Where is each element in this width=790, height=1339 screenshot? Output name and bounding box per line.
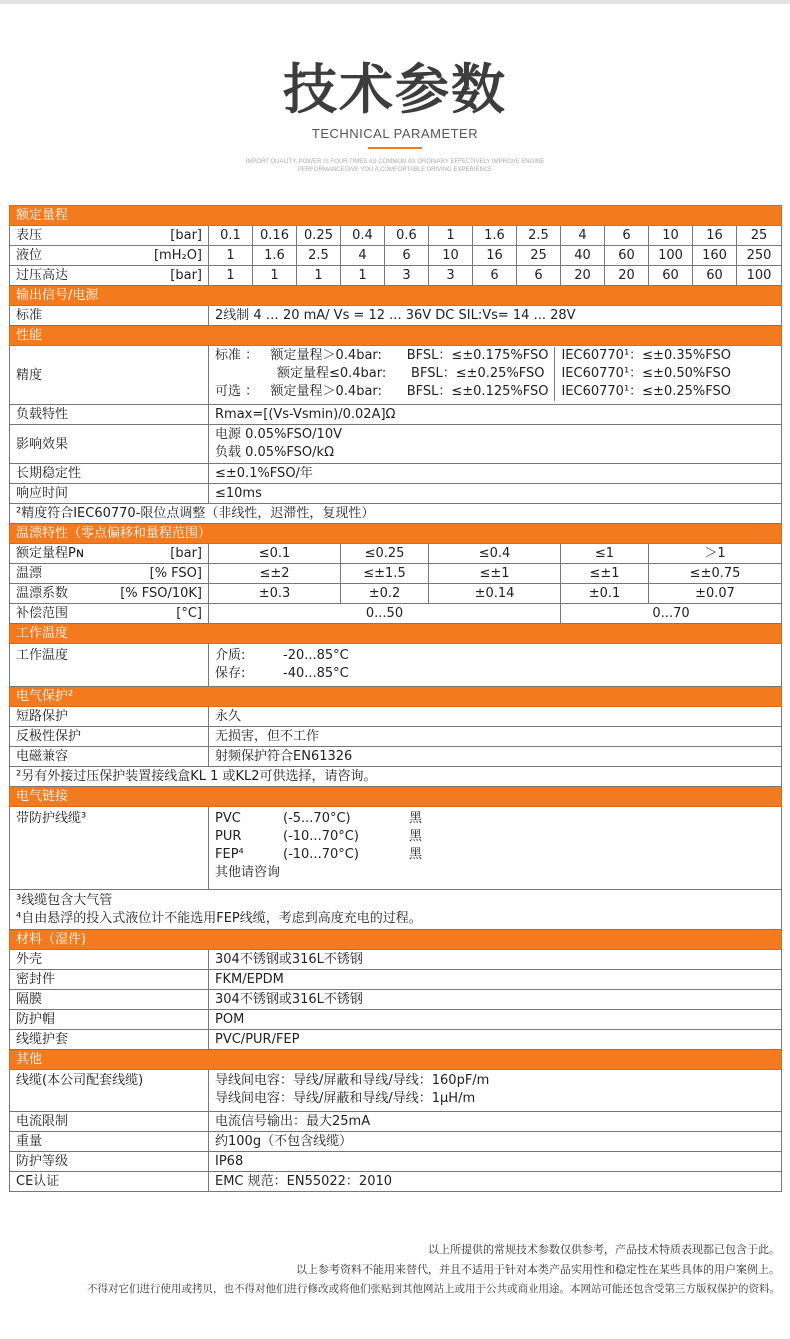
connection-note: ³线缆包含大气管: [16, 893, 113, 908]
other-row: [10, 1172, 782, 1192]
accuracy-value: [209, 346, 782, 405]
temp-value: -40...85°C: [283, 666, 349, 681]
section-elec-connection-title: 电气链接: [10, 787, 782, 807]
other-label: CE认证: [10, 1172, 209, 1192]
accuracy-label: 精度: [10, 346, 209, 405]
other-value: 电流信号输出：最大25mA: [209, 1112, 782, 1132]
material-value: POM: [209, 1010, 782, 1030]
accuracy-iec-line: IEC60770¹：≤±0.35%FSO: [561, 348, 731, 363]
range-row-label: [10, 266, 209, 286]
drift-row-label: [10, 564, 209, 584]
protection-row: [10, 747, 782, 767]
drift-cell: ±0.1: [561, 584, 649, 604]
material-label: 线缆护套: [10, 1030, 209, 1050]
section-materials-title: 材料（湿件): [10, 930, 782, 950]
section-elec-protection-title: 电气保护²: [10, 687, 782, 707]
response-row: [10, 484, 782, 504]
material-row: [10, 950, 782, 970]
drift-cell: ±0.14: [429, 584, 561, 604]
range-value-cell: 160: [693, 246, 737, 266]
section-other-title: 其他: [10, 1050, 782, 1070]
range-row: [10, 226, 782, 246]
stability-label: 长期稳定性: [10, 464, 209, 484]
range-value-cell: 1: [209, 266, 253, 286]
drift-row: [10, 584, 782, 604]
cable-color: 黑: [409, 811, 423, 826]
range-value-cell: 100: [649, 246, 693, 266]
cable-color: 黑: [409, 847, 423, 862]
range-value-cell: 1: [341, 266, 385, 286]
footer-line-3: 不得对它们进行使用或拷贝，也不得对他们进行修改或将他们张贴到其他网站上或用于公共或商业用途。本网站可能还包含受第三方版权保护的资料。: [87, 1283, 780, 1295]
tagline-line-2: PERFORMANCEGIVE YOU A COMFORTABLE DRIVING EXPERIENCE: [297, 167, 493, 173]
range-value-cell: 6: [473, 266, 517, 286]
range-row: [10, 246, 782, 266]
range-row-label: [10, 226, 209, 246]
accuracy-iec-line: IEC60770¹：≤±0.25%FSO: [561, 384, 731, 399]
range-value-cell: 0.25: [297, 226, 341, 246]
protection-label: 电磁兼容: [10, 747, 209, 767]
drift-cell: ±0.3: [209, 584, 341, 604]
cable-spec-label: 线缆(本公司配套线缆): [10, 1070, 209, 1112]
load-row: [10, 405, 782, 425]
other-row: [10, 1152, 782, 1172]
drift-row-label: [10, 544, 209, 564]
cable-label: 带防护线缆³: [10, 807, 209, 890]
top-bar: [0, 0, 790, 4]
protection-label: 反极性保护: [10, 727, 209, 747]
range-value-cell: 1: [209, 246, 253, 266]
output-label: 标准: [10, 306, 209, 326]
cable-color: 黑: [409, 829, 423, 844]
comp-label: [10, 604, 209, 624]
section-range-title: 额定量程: [10, 206, 782, 226]
material-label: 隔膜: [10, 990, 209, 1010]
cable-type: PUR: [215, 829, 242, 844]
cable-spec-line: 导线间电容：导线/屏蔽和导线/导线：1μH/m: [215, 1091, 476, 1106]
section-materials: [10, 930, 782, 950]
comp-row: [10, 604, 782, 624]
protection-row: [10, 727, 782, 747]
connection-note: ⁴自由悬浮的投入式液位计不能选用FEP线缆，考虑到高度充电的过程。: [16, 911, 422, 926]
section-output: [10, 286, 782, 306]
range-value-cell: 1.6: [253, 246, 297, 266]
cable-type: PVC: [215, 811, 241, 826]
cable-spec-value: [209, 1070, 782, 1112]
row-unit: [mH₂O]: [153, 248, 202, 263]
spec-table: [9, 205, 782, 1192]
range-value-cell: 25: [737, 226, 782, 246]
other-value: IP68: [209, 1152, 782, 1172]
page-title: 技术参数: [283, 58, 507, 121]
other-value: 约100g（不包含线缆）: [209, 1132, 782, 1152]
row-label: 表压: [16, 228, 43, 243]
row-unit: [bar]: [170, 546, 202, 561]
cable-spec-row: [10, 1070, 782, 1112]
accuracy-right: [554, 347, 731, 401]
range-value-cell: 40: [561, 246, 605, 266]
range-value-cell: 1: [429, 226, 473, 246]
range-value-cell: 4: [561, 226, 605, 246]
section-other: [10, 1050, 782, 1070]
section-elec-protection: [10, 687, 782, 707]
other-label: 重量: [10, 1132, 209, 1152]
work-temp-value: [209, 644, 782, 687]
drift-cell: ≤±0.75: [649, 564, 782, 584]
accuracy-row: [10, 346, 782, 405]
other-label: 电流限制: [10, 1112, 209, 1132]
cable-line: [215, 810, 775, 828]
range-value-cell: 1: [253, 266, 297, 286]
accuracy-line: 额定量程≤0.4bar: BFSL：≤±0.25%FSO: [215, 366, 545, 381]
range-value-cell: 60: [605, 246, 649, 266]
performance-note: ²精度符合IEC60770-限位点调整（非线性，迟滞性，复现性）: [10, 504, 782, 524]
range-value-cell: 0.1: [209, 226, 253, 246]
section-elec-connection: [10, 787, 782, 807]
stability-value: ≤±0.1%FSO/年: [209, 464, 782, 484]
connection-notes: [10, 890, 782, 930]
material-value: PVC/PUR/FEP: [209, 1030, 782, 1050]
protection-value: 无损害，但不工作: [209, 727, 782, 747]
drift-cell: ≤±1.5: [341, 564, 429, 584]
range-value-cell: 6: [385, 246, 429, 266]
drift-cell: ≤1: [561, 544, 649, 564]
tagline-line-1: IMPORT QUALITY, POWER IS FOUR TIMES AS COMMON AS ORDINARY EFFECTIVELY IMPROVE ENGINE: [245, 159, 545, 165]
tagline: [0, 158, 790, 174]
output-row: [10, 306, 782, 326]
material-row: [10, 1030, 782, 1050]
cable-range: (-5...70°C): [283, 811, 351, 826]
accuracy-iec-line: IEC60770¹：≤±0.50%FSO: [561, 366, 731, 381]
range-value-cell: 0.6: [385, 226, 429, 246]
cable-other: 其他请咨询: [215, 865, 281, 880]
range-value-cell: 0.16: [253, 226, 297, 246]
drift-cell: ≤0.4: [429, 544, 561, 564]
work-temp-line: [215, 665, 775, 683]
section-performance: [10, 326, 782, 346]
protection-note: ²另有外接过压保护装置接线盒KL 1 或KL2可供选择，请咨询。: [10, 767, 782, 787]
drift-cell: ≤0.1: [209, 544, 341, 564]
cable-range: (-10...70°C): [283, 847, 359, 862]
drift-cell: ≤±1: [429, 564, 561, 584]
range-value-cell: 20: [605, 266, 649, 286]
accuracy-left: [215, 347, 548, 401]
range-value-cell: 6: [517, 266, 561, 286]
range-value-cell: 20: [561, 266, 605, 286]
other-row: [10, 1112, 782, 1132]
protection-value: 射频保护符合EN61326: [209, 747, 782, 767]
cable-type: FEP⁴: [215, 847, 244, 862]
range-value-cell: 16: [473, 246, 517, 266]
range-value-cell: 60: [693, 266, 737, 286]
drift-cell: ≤±1: [561, 564, 649, 584]
other-value: EMC 规范：EN55022：2010: [209, 1172, 782, 1192]
protection-value: 永久: [209, 707, 782, 727]
row-unit: [°C]: [176, 606, 202, 621]
range-row: [10, 266, 782, 286]
row-unit: [% FSO]: [149, 566, 202, 581]
range-value-cell: 6: [605, 226, 649, 246]
influence-value: [209, 425, 782, 464]
section-work-temp-title: 工作温度: [10, 624, 782, 644]
range-value-cell: 10: [429, 246, 473, 266]
work-temp-label: 工作温度: [10, 644, 209, 687]
cable-range: (-10...70°C): [283, 829, 359, 844]
accuracy-line: 可选 ： 额定量程＞0.4bar: BFSL：≤±0.125%FSO: [215, 384, 549, 399]
section-range: [10, 206, 782, 226]
range-value-cell: 1: [297, 266, 341, 286]
range-value-cell: 2.5: [297, 246, 341, 266]
range-value-cell: 250: [737, 246, 782, 266]
connection-note-row: [10, 890, 782, 930]
cable-value: [209, 807, 782, 890]
drift-cell: ±0.2: [341, 584, 429, 604]
footer-line-1: 以上所提供的常规技术参数仅供参考，产品技术特质表现都已包含于此。: [428, 1243, 780, 1256]
work-temp-line: [215, 647, 775, 665]
page-subtitle: TECHNICAL PARAMETER: [311, 126, 479, 141]
protection-note-row: [10, 767, 782, 787]
comp-cell: 0...70: [561, 604, 782, 624]
temp-value: -20...85°C: [283, 648, 349, 663]
influence-label: 影响效果: [10, 425, 209, 464]
other-label: 防护等级: [10, 1152, 209, 1172]
footer-line-2: 以上参考资料不能用来替代，并且不适用于针对本类产品实用性和稳定性在某些具体的用户案例上。: [296, 1263, 780, 1276]
material-label: 外壳: [10, 950, 209, 970]
drift-row: [10, 564, 782, 584]
material-value: 304不锈钢或316L不锈钢: [209, 950, 782, 970]
row-label: 额定量程Pɴ: [16, 546, 85, 561]
range-row-label: [10, 246, 209, 266]
range-value-cell: 3: [429, 266, 473, 286]
drift-cell: ≤±2: [209, 564, 341, 584]
drift-cell: ±0.07: [649, 584, 782, 604]
cable-row: [10, 807, 782, 890]
range-value-cell: 16: [693, 226, 737, 246]
row-label: 补偿范围: [16, 606, 69, 621]
range-value-cell: 100: [737, 266, 782, 286]
section-work-temp: [10, 624, 782, 644]
range-value-cell: 10: [649, 226, 693, 246]
temp-key: 保存:: [215, 666, 246, 681]
range-value-cell: 25: [517, 246, 561, 266]
accuracy-line: 标准 ： 额定量程＞0.4bar: BFSL：≤±0.175%FSO: [215, 348, 549, 363]
row-label: 温漂系数: [16, 586, 69, 601]
drift-cell: ＞1: [649, 544, 782, 564]
response-label: 响应时间: [10, 484, 209, 504]
range-value-cell: 1.6: [473, 226, 517, 246]
material-label: 防护帽: [10, 1010, 209, 1030]
row-label: 液位: [16, 248, 43, 263]
influence-line: 负载 0.05%FSO/kΩ: [215, 445, 335, 460]
section-drift: [10, 524, 782, 544]
range-value-cell: 60: [649, 266, 693, 286]
row-unit: [% FSO/10K]: [120, 586, 202, 601]
material-label: 密封件: [10, 970, 209, 990]
range-value-cell: 2.5: [517, 226, 561, 246]
protection-row: [10, 707, 782, 727]
temp-key: 介质:: [215, 648, 246, 663]
response-value: ≤10ms: [209, 484, 782, 504]
performance-note-row: [10, 504, 782, 524]
protection-label: 短路保护: [10, 707, 209, 727]
stability-row: [10, 464, 782, 484]
section-output-title: 输出信号/电源: [10, 286, 782, 306]
material-value: 304不锈钢或316L不锈钢: [209, 990, 782, 1010]
load-value: Rmax=[(Vs-Vsmin)/0.02A]Ω: [209, 405, 782, 425]
row-label: 温漂: [16, 566, 43, 581]
cable-line: [215, 828, 775, 846]
drift-row: [10, 544, 782, 564]
other-row: [10, 1132, 782, 1152]
cable-spec-line: 导线间电容：导线/屏蔽和导线/导线：160pF/m: [215, 1073, 490, 1088]
material-row: [10, 970, 782, 990]
comp-cell: 0...50: [209, 604, 561, 624]
section-drift-title: 温漂特性（零点偏移和量程范围）: [10, 524, 782, 544]
row-unit: [bar]: [170, 228, 202, 243]
material-row: [10, 990, 782, 1010]
title-underline: [368, 147, 422, 149]
drift-cell: ≤0.25: [341, 544, 429, 564]
influence-row: [10, 425, 782, 464]
cable-line: [215, 846, 775, 864]
range-value-cell: 0.4: [341, 226, 385, 246]
load-label: 负载特性: [10, 405, 209, 425]
influence-line: 电源 0.05%FSO/10V: [215, 427, 342, 442]
material-value: FKM/EPDM: [209, 970, 782, 990]
range-value-cell: 4: [341, 246, 385, 266]
work-temp-row: [10, 644, 782, 687]
drift-row-label: [10, 584, 209, 604]
row-label: 过压高达: [16, 268, 69, 283]
section-performance-title: 性能: [10, 326, 782, 346]
range-value-cell: 3: [385, 266, 429, 286]
output-value: 2线制 4 … 20 mA/ Vs = 12 ... 36V DC SIL:Vs= 14 ... 28V: [209, 306, 782, 326]
row-unit: [bar]: [170, 268, 202, 283]
material-row: [10, 1010, 782, 1030]
